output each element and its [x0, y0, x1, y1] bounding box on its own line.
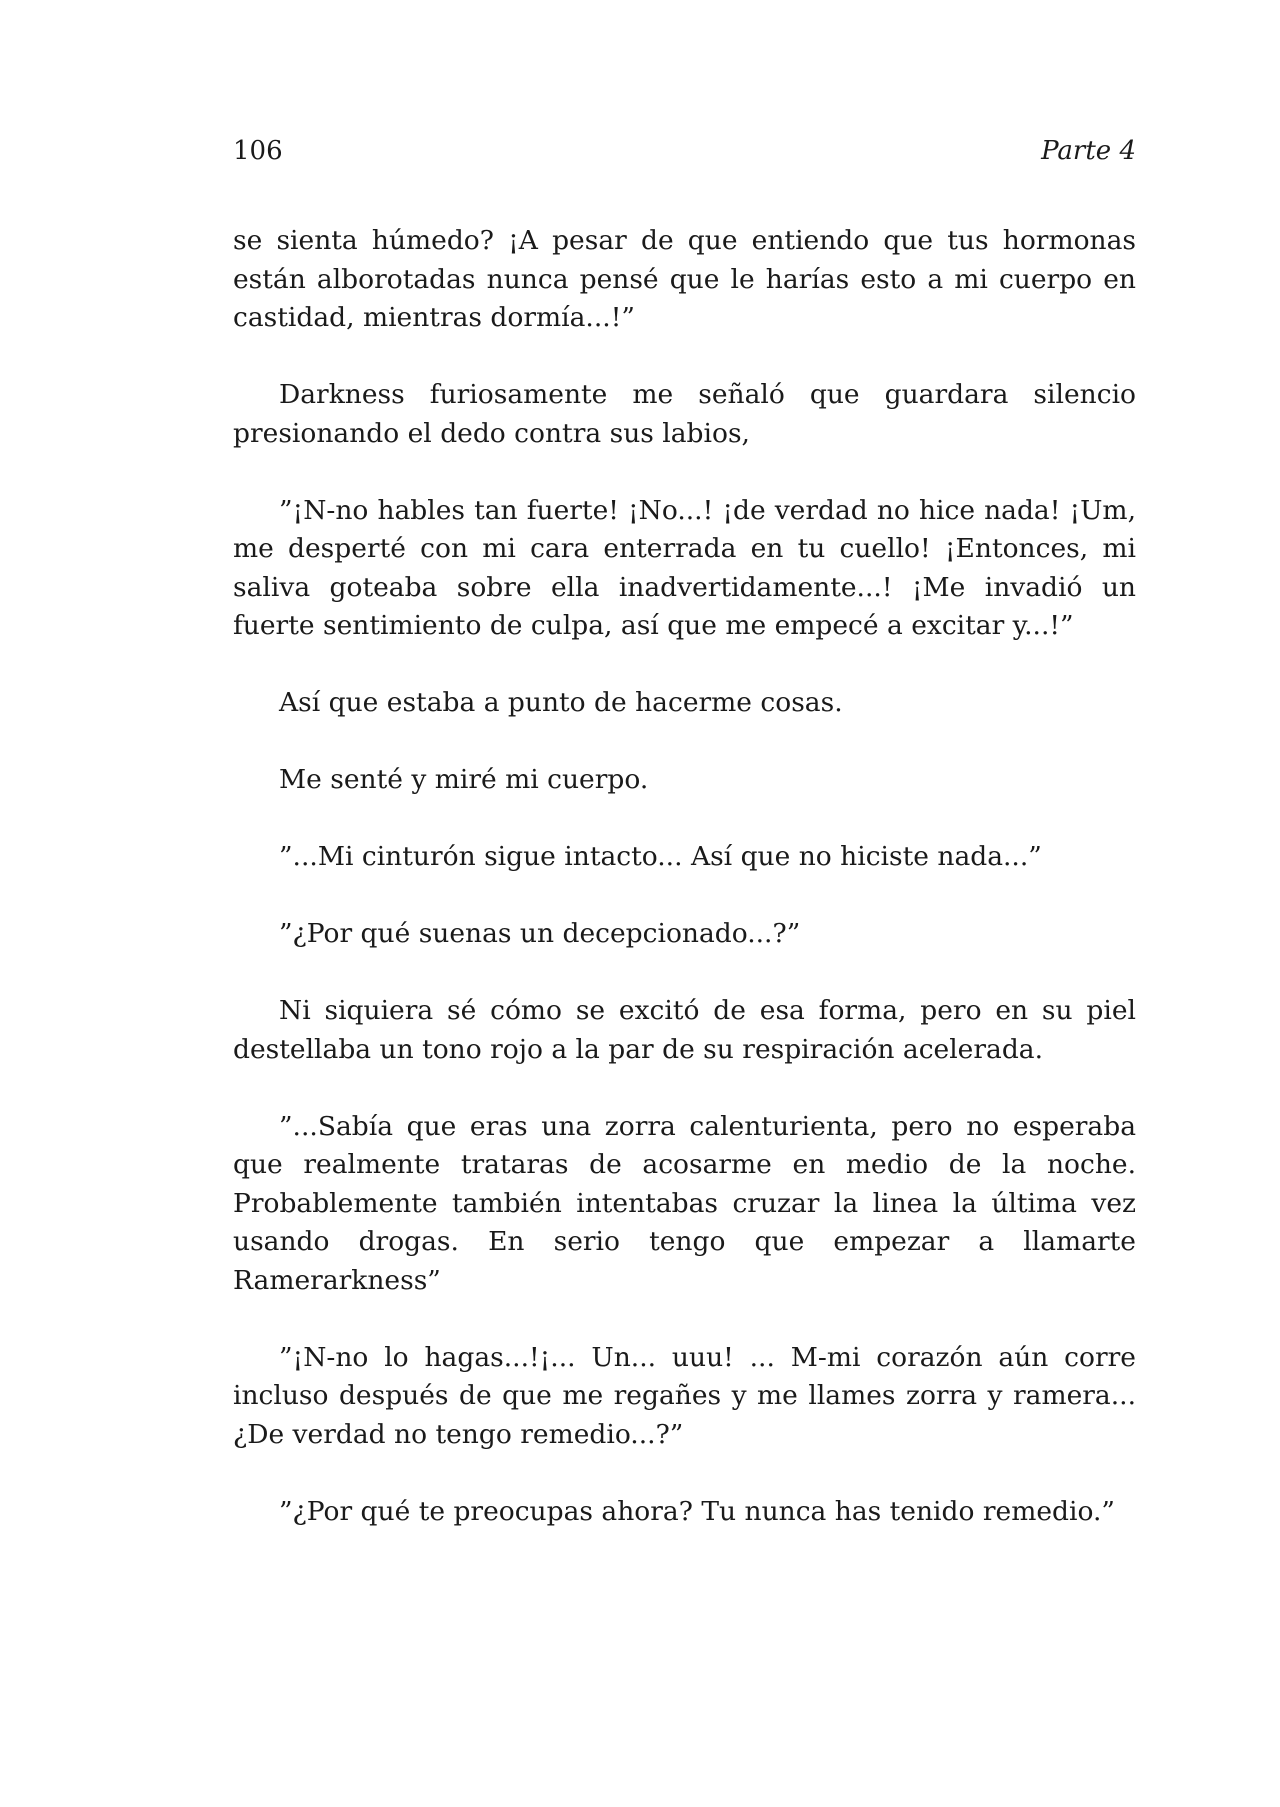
paragraph: ”¿Por qué suenas un decepcionado...?” — [279, 918, 801, 949]
section-title: Parte 4 — [1041, 136, 1136, 166]
paragraph: Me senté y miré mi cuerpo. — [279, 764, 649, 795]
body-text — [233, 222, 1136, 1570]
paragraph: se sienta húmedo? ¡A pesar de que entiendo que tus hormonas están alborotadas nunca pensé que le harías esto a mi cuerpo en castidad, mientras dormía...!” — [233, 225, 1136, 333]
paragraph: ”...Mi cinturón sigue intacto... Así que no hiciste nada...” — [279, 841, 1042, 872]
book-page — [233, 0, 1136, 1807]
paragraph: ”¡N-no lo hagas...!¡... Un... uuu! ... M-mi corazón aún corre incluso después de que me regañes y me llames zorra y ramera... ¿De verdad no tengo remedio...?” — [233, 1341, 1136, 1450]
page-number: 106 — [233, 136, 283, 166]
running-header — [233, 131, 1136, 171]
paragraph: Ni siquiera sé cómo se excitó de esa forma, pero en su piel destellaba un tono rojo a la par de su respiración acelerada. — [233, 995, 1136, 1065]
paragraph: ”...Sabía que eras una zorra calenturienta, pero no esperaba que realmente trataras de acosarme en medio de la noche. Probablemente también intentabas cruzar la linea la última vez usando drogas. En serio tengo que empezar a llamarte Ramerarkness” — [233, 1110, 1136, 1296]
paragraph: ”¡N-no hables tan fuerte! ¡No...! ¡de verdad no hice nada! ¡Um, me desperté con mi cara enterrada en tu cuello! ¡Entonces, mi saliva goteaba sobre ella inadvertidamente...! ¡Me invadió un fuerte sentimiento de culpa, así que me empecé a excitar y...!” — [233, 494, 1136, 641]
paragraph: Así que estaba a punto de hacerme cosas. — [279, 687, 843, 718]
paragraph: Darkness furiosamente me señaló que guardara silencio presionando el dedo contra sus labios, — [233, 379, 1136, 449]
paragraph: ”¿Por qué te preocupas ahora? Tu nunca has tenido remedio.” — [279, 1495, 1115, 1527]
